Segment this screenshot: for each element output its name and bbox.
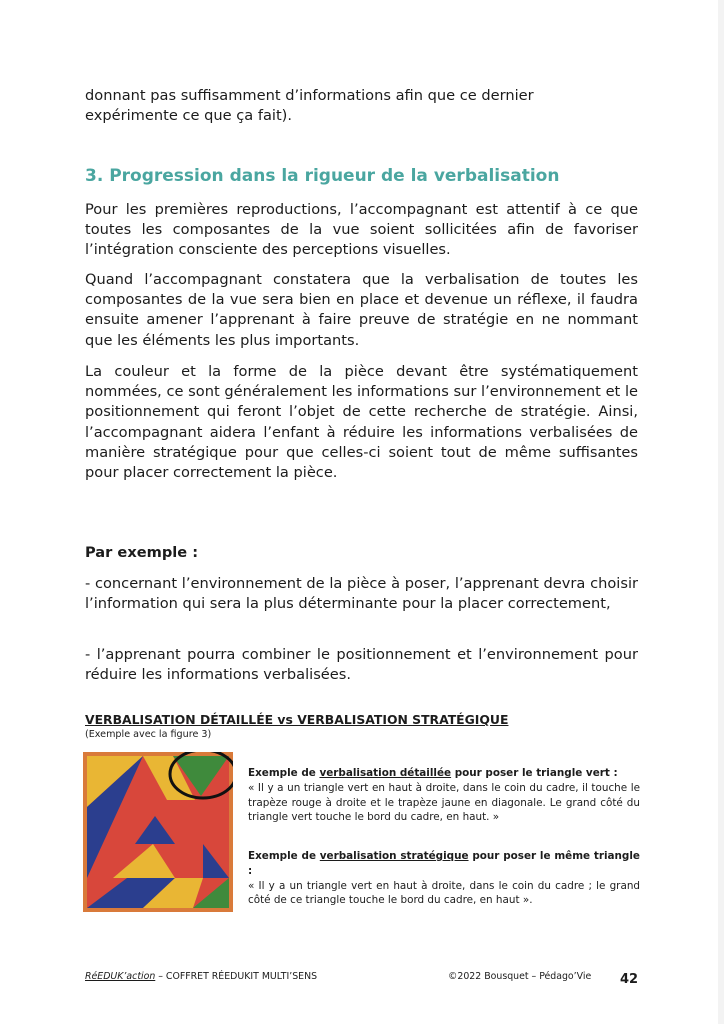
example-label: Par exemple : <box>85 544 199 561</box>
intro-line-2: expérimente ce que ça fait). <box>85 107 293 124</box>
strategic-example-heading <box>248 849 640 879</box>
paragraph-2: Quand l’accompagnant constatera que la verbalisation de toutes les composantes de la vue sera bien en place et devenue un réflexe, il faudra ensuite amener l’apprenant à faire preuve de stratégie en ne nommant que les éléments les plus importants. <box>85 271 638 349</box>
example-item-1: - concernant l’environnement de la pièce à poser, l’apprenant devra choisir l’information qui sera la plus déterminante pour la placer correctement, <box>85 575 638 613</box>
page-number: 42 <box>620 972 639 987</box>
strategic-head-prefix: Exemple de <box>248 850 320 862</box>
comparison-subtitle: (Exemple avec la figure 3) <box>85 729 212 740</box>
detailed-example-text: « Il y a un triangle vert en haut à droite, dans le coin du cadre, il touche le trapèze rouge à droite et le trapèze jaune en diagonale. Le grand côté du triangle vert touche le bord du cadre, en haut. » <box>248 781 640 824</box>
footer-product: – COFFRET RÉEDUKIT MULTI’SENS <box>155 971 318 982</box>
detailed-head-underlined: verbalisation détaillée <box>319 767 452 779</box>
footer-copyright: ©2022 Bousquet – Pédago’Vie <box>448 971 592 982</box>
footer-brand: RéEDUK’action <box>85 971 156 982</box>
strategic-head-underlined: verbalisation stratégique <box>319 850 469 862</box>
paragraph-3: La couleur et la forme de la pièce devant être systématiquement nommées, ce sont généralement les informations sur l’environnement et le positionnement qui feront l’objet de cette recherche de stratégie. Ainsi, l’accompagnant aidera l’enfant à réduire les informations verbalisées de manière stratégique pour que celles-ci soient tout de même suffisantes pour placer correctement la pièce. <box>85 363 638 482</box>
section-heading: 3. Progression dans la rigueur de la verbalisation <box>85 166 560 186</box>
paragraph-1: Pour les premières reproductions, l’accompagnant est attentif à ce que toutes les composantes de la vue soient sollicitées afin de favoriser l’intégration consciente des perceptions visuelles. <box>85 201 638 259</box>
strategic-example <box>248 849 640 908</box>
detailed-example-heading <box>248 766 640 781</box>
intro-line-1: donnant pas suffisamment d’informations afin que ce dernier <box>85 87 534 104</box>
footer-left <box>85 971 317 982</box>
comparison-title: VERBALISATION DÉTAILLÉE vs VERBALISATION STRATÉGIQUE <box>85 712 509 727</box>
detailed-head-prefix: Exemple de <box>248 767 320 779</box>
strategic-head-suffix: pour poser le même triangle : <box>248 850 640 877</box>
tangram-figure <box>83 752 233 912</box>
strategic-example-text: « Il y a un triangle vert en haut à droite, dans le coin du cadre ; le grand côté de ce triangle touche le bord du cadre, en haut ». <box>248 879 640 907</box>
detailed-example <box>248 766 640 825</box>
detailed-head-suffix: pour poser le triangle vert : <box>451 767 618 779</box>
example-item-2: - l’apprenant pourra combiner le positionnement et l’environnement pour réduire les informations verbalisées. <box>85 646 638 684</box>
page-edge <box>718 0 724 1024</box>
